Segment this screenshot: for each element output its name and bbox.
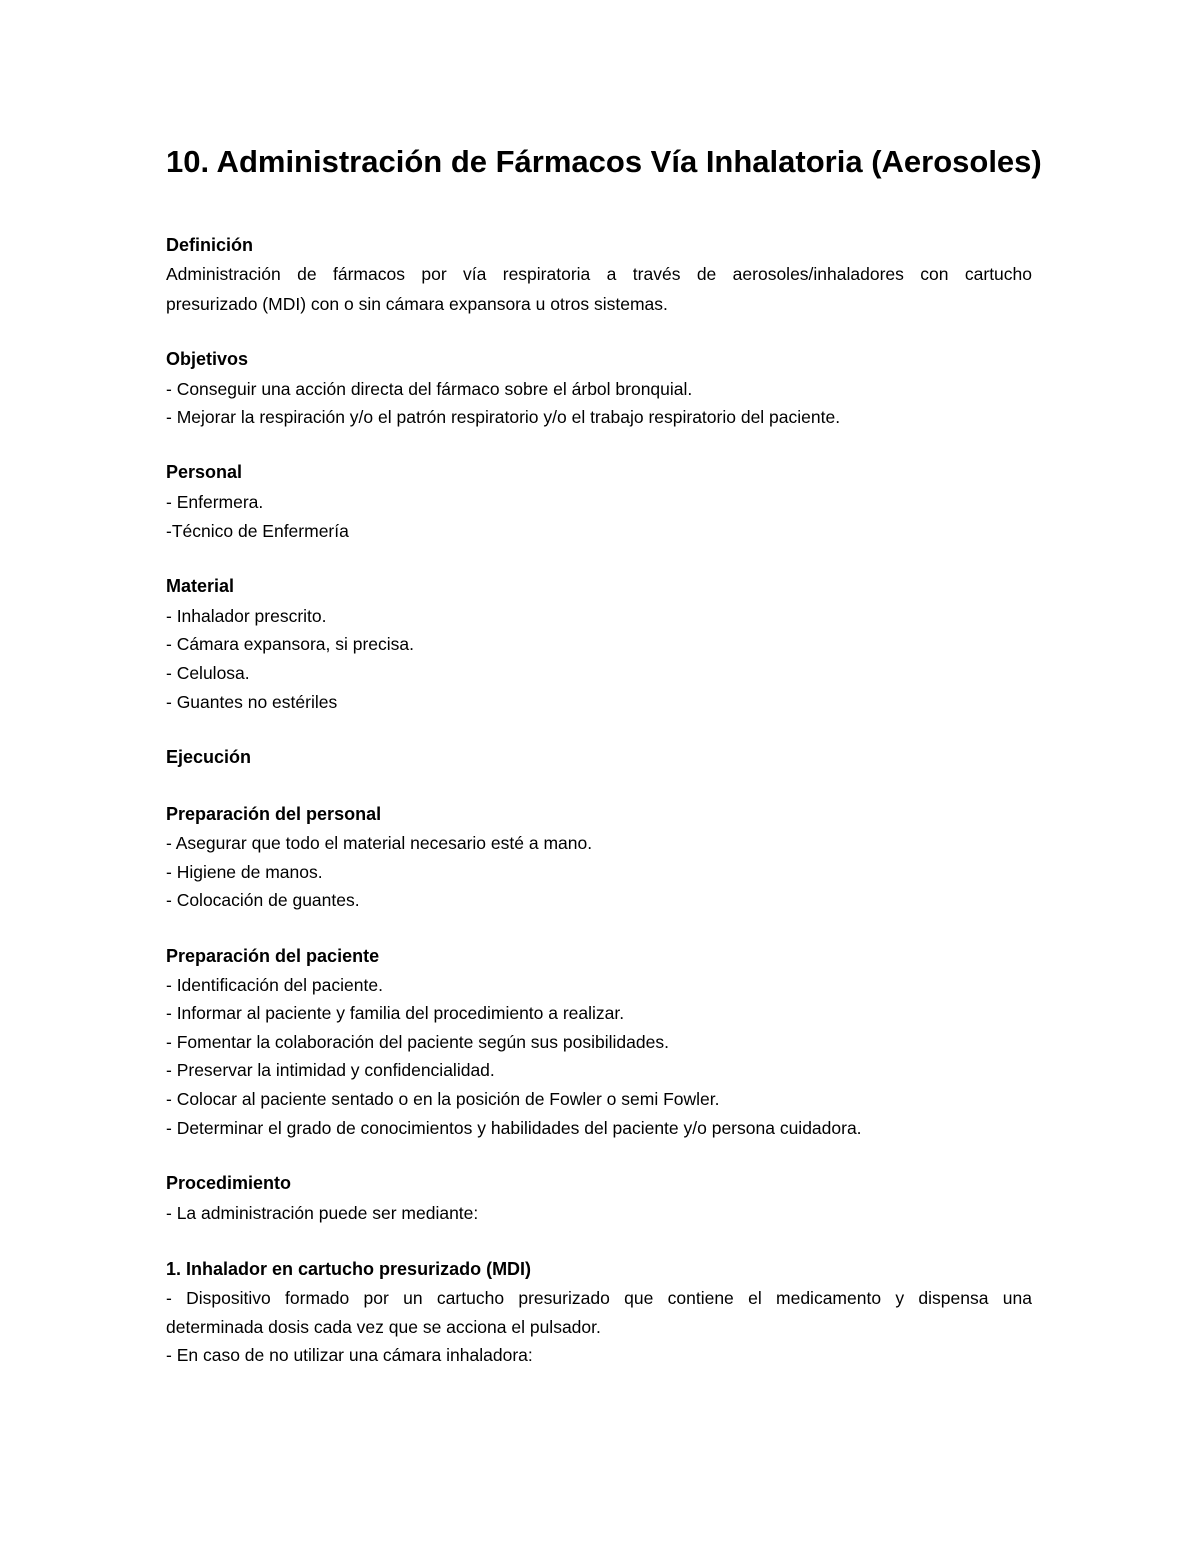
prep-paciente-item: - Determinar el grado de conocimientos y habilidades del paciente y/o persona cuidadora. [166,1118,862,1138]
prep-paciente-item: - Identificación del paciente. [166,975,383,995]
prep-paciente-item: - Preservar la intimidad y confidencialidad. [166,1060,495,1080]
material-item: - Inhalador prescrito. [166,606,327,626]
section-heading-objetivos: Objetivos [166,349,249,369]
section-heading-material: Material [166,576,235,596]
mdi-text-line-3: - En caso de no utilizar una cámara inhaladora: [166,1345,533,1365]
prep-paciente-item: - Informar al paciente y familia del procedimiento a realizar. [166,1003,625,1023]
definicion-text-line-1: Administración de fármacos por vía respiratoria a través de aerosoles/inhaladores con cartucho [166,264,1032,284]
personal-item: - Enfermera. [166,492,264,512]
mdi-text-line-2: determinada dosis cada vez que se acciona el pulsador. [166,1317,601,1337]
prep-personal-item: - Asegurar que todo el material necesario esté a mano. [166,833,593,853]
mdi-text-line-1: - Dispositivo formado por un cartucho presurizado que contiene el medicamento y dispensa una [166,1288,1032,1308]
section-heading-prep-personal: Preparación del personal [166,804,382,824]
prep-personal-item: - Colocación de guantes. [166,890,360,910]
section-heading-personal: Personal [166,462,243,482]
objetivos-item: - Mejorar la respiración y/o el patrón respiratorio y/o el trabajo respiratorio del paciente. [166,407,841,427]
prep-personal-item: - Higiene de manos. [166,862,323,882]
section-heading-ejecucion: Ejecución [166,747,252,767]
material-item: - Guantes no estériles [166,692,338,712]
procedimiento-item: - La administración puede ser mediante: [166,1203,479,1223]
section-heading-procedimiento: Procedimiento [166,1173,292,1193]
section-heading-definicion: Definición [166,235,254,255]
material-item: - Celulosa. [166,663,250,683]
objetivos-item: - Conseguir una acción directa del fármaco sobre el árbol bronquial. [166,379,693,399]
prep-paciente-item: - Fomentar la colaboración del paciente según sus posibilidades. [166,1032,669,1052]
material-item: - Cámara expansora, si precisa. [166,634,415,654]
definicion-text-line-2: presurizado (MDI) con o sin cámara expansora u otros sistemas. [166,294,668,314]
prep-paciente-item: - Colocar al paciente sentado o en la posición de Fowler o semi Fowler. [166,1089,720,1109]
personal-item: -Técnico de Enfermería [166,521,349,541]
document-title: 10. Administración de Fármacos Vía Inhalatoria (Aerosoles) [166,144,1042,179]
section-heading-prep-paciente: Preparación del paciente [166,946,380,966]
section-heading-mdi: 1. Inhalador en cartucho presurizado (MDI) [166,1259,532,1279]
